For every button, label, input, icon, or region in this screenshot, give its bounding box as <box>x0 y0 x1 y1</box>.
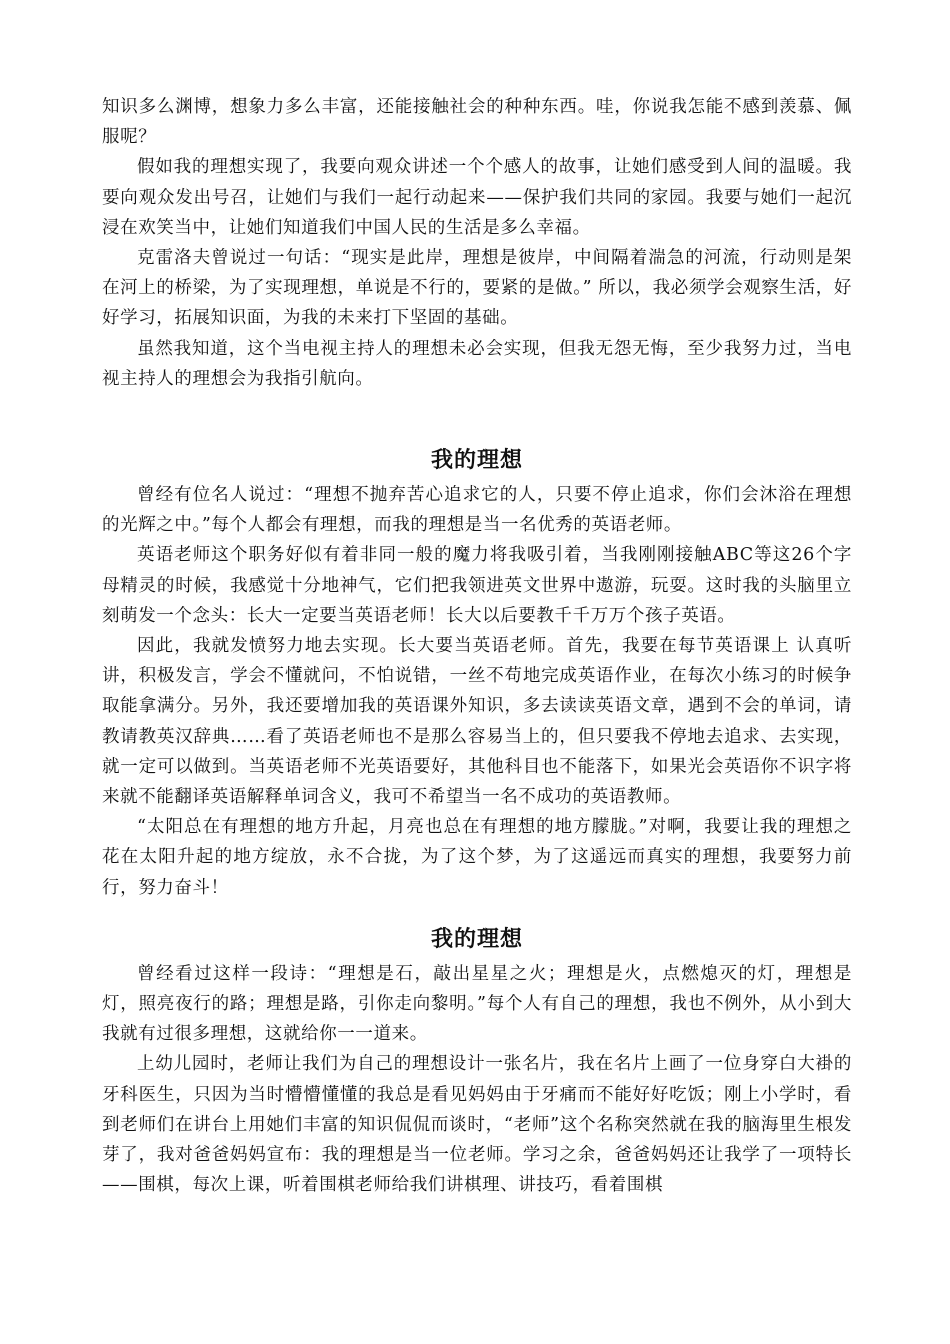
section-spacer <box>102 903 852 919</box>
document-page <box>102 92 852 1201</box>
paragraph: “太阳总在有理想的地方升起，月亮也总在有理想的地方朦胧。”对啊，我要让我的理想之花在太阳升起的地方绽放，永不合拢，为了这个梦，为了这遥远而真实的理想，我要努力前行，努力奋斗！ <box>102 817 852 898</box>
essay-title: 我的理想 <box>430 447 523 474</box>
essay-3 <box>102 919 852 1201</box>
essay-1-continuation <box>102 92 852 394</box>
essay-title: 我的理想 <box>430 925 523 952</box>
paragraph: 曾经看过这样一段诗：“理想是石，敲出星星之火；理想是火，点燃熄灭的灯，理想是灯，照亮夜行的路；理想是路，引你走向黎明。”每个人有自己的理想，我也不例外，从小到大我就有过很多理想，这就给你一一道来。 <box>102 963 852 1045</box>
essay-2 <box>102 440 852 903</box>
paragraph: 假如我的理想实现了，我要向观众讲述一个个感人的故事，让她们感受到人间的温暖。我要向观众发出号召，让她们与我们一起行动起来——保护我们共同的家园。我要与她们一起沉浸在欢笑当中，让她们知道我们中国人民的生活是多么幸福。 <box>102 157 852 238</box>
paragraph: 英语老师这个职务好似有着非同一般的魔力将我吸引着，当我刚刚接触ABC等这26个字母精灵的时候，我感觉十分地神气，它们把我领进英文世界中遨游，玩耍。这时我的头脑里立刻萌发一个念头：长大一定要当英语老师！长大以后要教千千万万个孩子英语。 <box>102 545 852 626</box>
paragraph: 上幼儿园时，老师让我们为自己的理想设计一张名片，我在名片上画了一位身穿白大褂的牙科医生，只因为当时懵懵懂懂的我总是看见妈妈由于牙痛而不能好好吃饭；刚上小学时，看到老师们在讲台上用她们丰富的知识侃侃而谈时，“老师”这个名称突然就在我的脑海里生根发芽了，我对爸爸妈妈宣布：我的理想是当一位老师。学习之余，爸爸妈妈还让我学了一项特长——围棋，每次上课，听着围棋老师给我们讲棋理、讲技巧，看着围棋 <box>102 1054 852 1196</box>
paragraph: 虽然我知道，这个当电视主持人的理想未必会实现，但我无怨无悔，至少我努力过，当电视主持人的理想会为我指引航向。 <box>102 338 852 389</box>
paragraph: 因此，我就发愤努力地去实现。长大要当英语老师。首先，我要在每节英语课上 认真听讲，积极发言，学会不懂就问，不怕说错，一丝不苟地完成英语作业，在每次小练习的时候争取能拿满分。另外，我还要增加我的英语课外知识，多去读读英语文章，遇到不会的单词，请教请教英汉辞典……看了英语老师也不是那么容易当上的，但只要我不停地去追求、去实现，就一定可以做到。当英语老师不光英语要好，其他科目也不能落下，如果光会英语你不识字将来就不能翻译英语解释单词含义，我可不希望当一名不成功的英语教师。 <box>102 636 852 808</box>
paragraph: 知识多么渊博，想象力多么丰富，还能接触社会的种种东西。哇，你说我怎能不感到羡慕、佩服呢？ <box>102 97 852 148</box>
paragraph: 克雷洛夫曾说过一句话：“现实是此岸，理想是彼岸，中间隔着湍急的河流，行动则是架在河上的桥梁，为了实现理想，单说是不行的，要紧的是做。” 所以，我必须学会观察生活，好好学习，拓展知识面，为我的未来打下坚固的基础。 <box>102 248 852 329</box>
section-spacer <box>102 394 852 440</box>
paragraph: 曾经有位名人说过：“理想不抛弃苦心追求它的人，只要不停止追求，你们会沐浴在理想的光辉之中。”每个人都会有理想，而我的理想是当一名优秀的英语老师。 <box>102 485 852 536</box>
